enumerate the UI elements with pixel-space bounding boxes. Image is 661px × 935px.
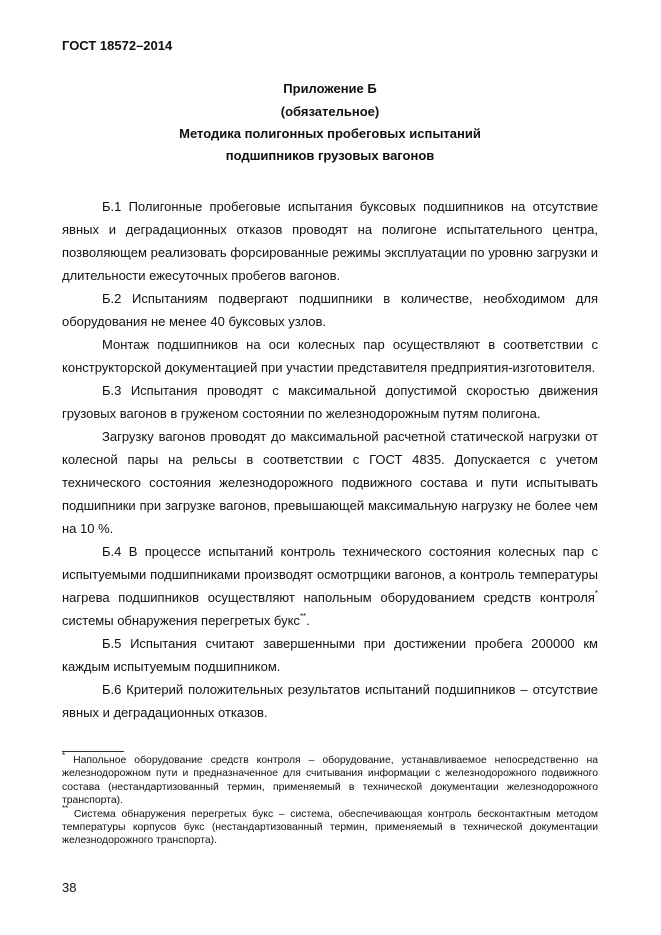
footnote-1-mark: * [62,750,66,760]
footnote-separator [62,751,124,752]
standard-designation: ГОСТ 18572–2014 [62,38,173,53]
paragraph-b4-text-a: Б.4 В процессе испытаний контроль технического состояния колесных пар с испытуемыми подшипниками производят осмотрщики вагонов, а контроль температуры нагрева подшипников осуществляют напольным оборудованием средств контроля [62,544,598,605]
paragraph-b2: Б.2 Испытаниям подвергают подшипники в количестве, необходимом для оборудования не менее 40 буксовых узлов. [62,291,598,329]
appendix-heading-line-2: подшипников грузовых вагонов [225,148,435,163]
footnote-ref-1: * [594,588,598,598]
appendix-body [62,195,598,724]
paragraph-b1: Б.1 Полигонные пробеговые испытания буксовых подшипников на отсутствие явных и деградационных отказов проводят на полигоне испытательного центра, позволяющем реализовать форсированные режимы эксплуатации по уровню загрузки и длительности ежесуточных пробегов вагонов. [62,199,598,283]
appendix-title: Приложение Б [283,81,377,96]
footnotes [62,750,598,848]
footnote-ref-2: ** [299,611,307,621]
appendix-heading [60,78,600,167]
paragraph-b4-text-b: системы обнаружения перегретых букс [62,613,300,628]
page-number: 38 [62,880,77,895]
appendix-status: (обязательное) [280,104,380,119]
footnote-2-mark: ** [62,804,69,814]
paragraph-b4-text-c: . [306,613,310,628]
footnote-1-text: Напольное оборудование средств контроля – оборудование, устанавливаемое непосредственно на железнодорожном пути и предназначенное для считывания информации с железнодорожного подвижного состава (нестандартизованный термин, применяемый в технической документации железнодорожного транспорта). [62,755,598,807]
footnote-2 [62,804,598,848]
footnote-2-text: Система обнаружения перегретых букс – система, обеспечивающая контроль бесконтактным методом температуры корпусов букс (нестандартизованный термин, применяемый в технической документации железнодорожного транспорта). [62,808,598,847]
paragraph-b4 [62,540,598,632]
paragraph-b6: Б.6 Критерий положительных результатов испытаний подшипников – отсутствие явных и деградационных отказов. [62,682,598,720]
footnote-1 [62,750,598,808]
paragraph-b3: Б.3 Испытания проводят с максимальной допустимой скоростью движения грузовых вагонов в груженом состоянии по железнодорожным путям полигона. [62,383,598,421]
paragraph-mounting: Монтаж подшипников на оси колесных пар осуществляют в соответствии с конструкторской документацией при участии представителя предприятия-изготовителя. [62,337,598,375]
paragraph-b5: Б.5 Испытания считают завершенными при достижении пробега 200000 км каждым испытуемым подшипником. [62,636,598,674]
appendix-heading-line-1: Методика полигонных пробеговых испытаний [179,126,481,141]
paragraph-loading: Загрузку вагонов проводят до максимальной расчетной статической нагрузки от колесной пары на рельсы в соответствии с ГОСТ 4835. Допускается с учетом технического состояния железнодорожного подвижного состава и пути испытывать подшипники при загрузке вагонов, превышающей максимальную нагрузку не более чем на 10 %. [62,429,598,536]
